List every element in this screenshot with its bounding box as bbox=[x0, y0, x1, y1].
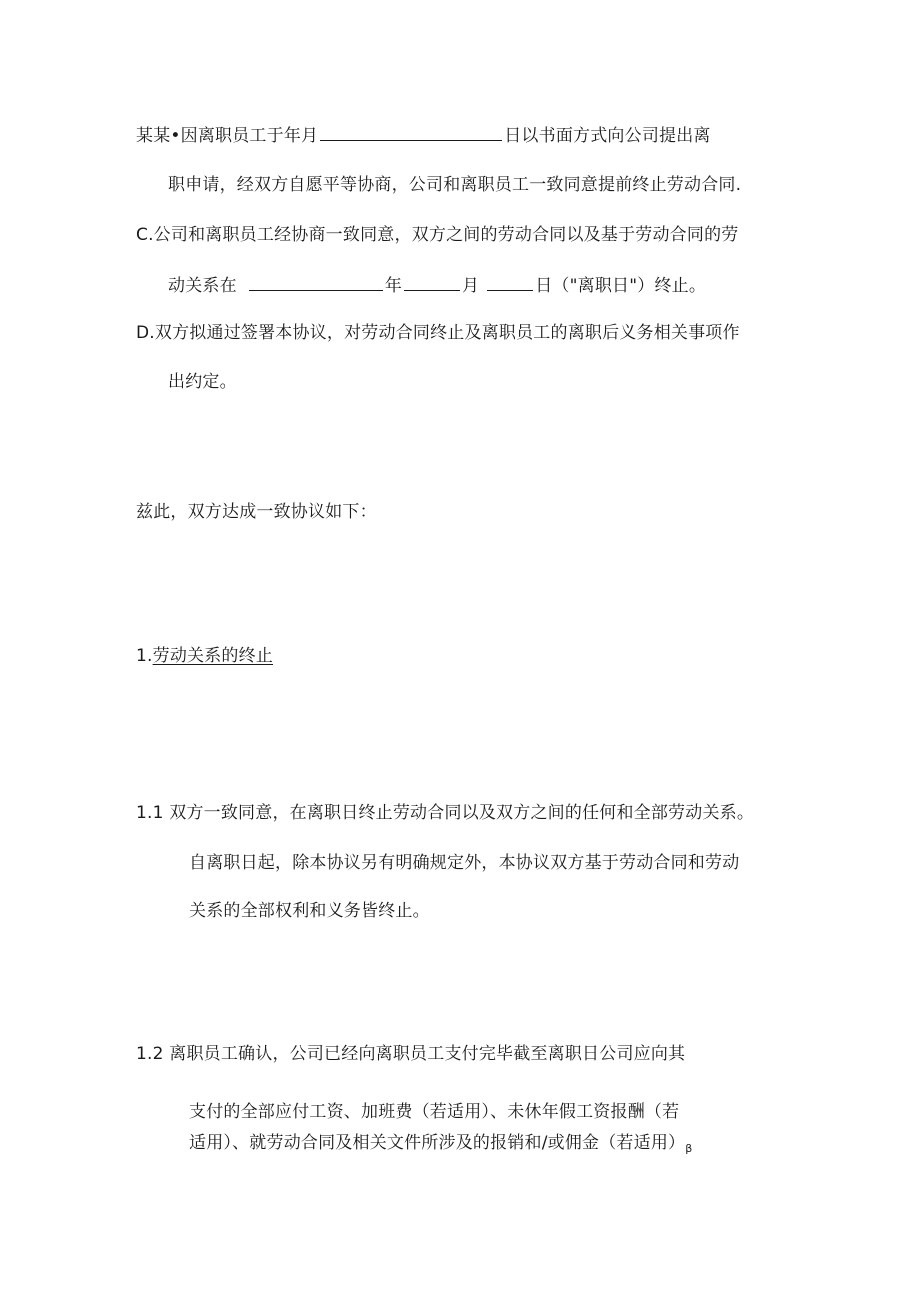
clause-1-2-line-3 bbox=[189, 1135, 692, 1154]
recital-d-line-2: 出约定。 bbox=[168, 372, 237, 392]
day-clause: 日（"离职日"）终止。 bbox=[535, 276, 707, 296]
recital-b-text-start: 某某•因离职员工于年月 bbox=[136, 126, 319, 146]
recital-b-line-2: 职申请，经双方自愿平等协商，公司和离职员工一致同意提前终止劳动合同. bbox=[168, 175, 742, 195]
recital-b-line-1 bbox=[136, 126, 711, 145]
clause-1-2-line-3-text: 适用）、就劳动合同及相关文件所涉及的报销和/或佣金（若适用） bbox=[189, 1133, 686, 1153]
section-1-title: 劳动关系的终止 bbox=[152, 646, 274, 666]
recital-d-line-1: D.双方拟通过签署本协议，对劳动合同终止及离职员工的离职后义务相关事项作 bbox=[136, 323, 740, 343]
recital-b-text-end: 日以书面方式向公司提出离 bbox=[504, 126, 711, 146]
section-1-heading bbox=[136, 648, 273, 665]
day-blank bbox=[487, 276, 533, 291]
month-blank bbox=[404, 276, 460, 291]
year-label: 年 bbox=[384, 276, 403, 296]
month-label: 月 bbox=[462, 276, 480, 296]
recital-c-line-2 bbox=[168, 276, 706, 295]
clause-1-2-line-2: 支付的全部应付工资、加班费（若适用）、未休年假工资报酬（若 bbox=[189, 1102, 680, 1122]
clause-1-2-line-1: 1.2 离职员工确认，公司已经向离职员工支付完毕截至离职日公司应向其 bbox=[136, 1044, 686, 1064]
agreement-intro: 兹此，双方达成一致协议如下： bbox=[136, 502, 377, 522]
clause-1-1-line-2: 自离职日起，除本协议另有明确规定外，本协议双方基于劳动合同和劳动 bbox=[189, 853, 740, 873]
date-blank bbox=[320, 126, 502, 141]
clause-1-2-line-3-tail: β bbox=[685, 1142, 693, 1155]
recital-c-text-start: 动关系在 bbox=[168, 276, 237, 296]
section-1-number: 1. bbox=[136, 646, 153, 666]
clause-1-1-line-3: 关系的全部权利和义务皆终止。 bbox=[189, 901, 430, 921]
clause-1-1-line-1: 1.1 双方一致同意，在离职日终止劳动合同以及双方之间的任何和全部劳动关系。 bbox=[136, 803, 755, 823]
year-blank bbox=[249, 276, 383, 291]
recital-c-line-1: C.公司和离职员工经协商一致同意，双方之间的劳动合同以及基于劳动合同的劳 bbox=[136, 225, 739, 245]
